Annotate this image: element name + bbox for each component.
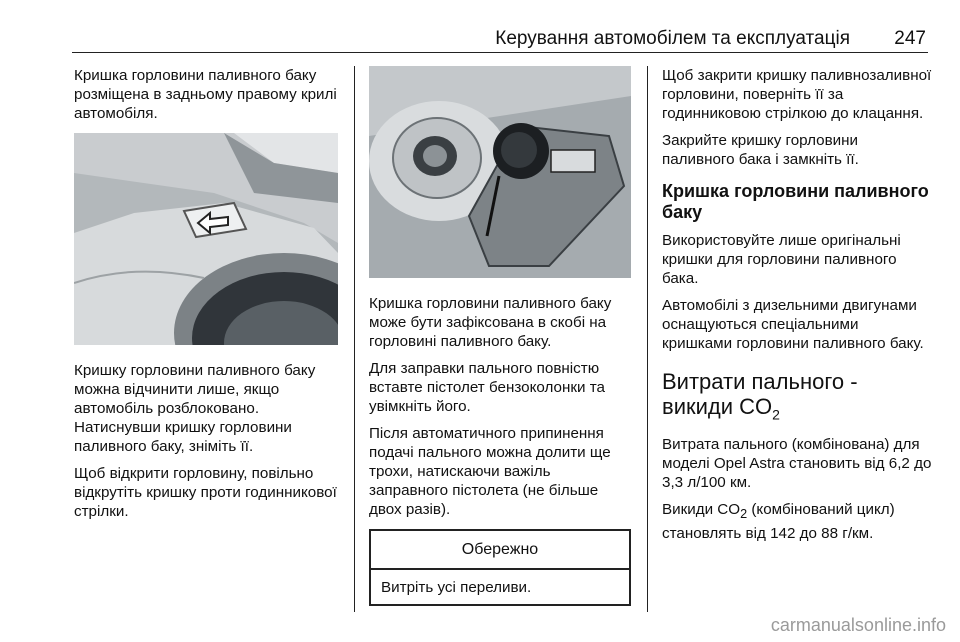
paragraph: Кришка горловини паливного баку розміщена в задньому правому крилі автомобіля. bbox=[74, 67, 337, 122]
column-1 bbox=[74, 66, 342, 529]
fuel-cap-holder-illustration bbox=[369, 66, 631, 278]
paragraph: Використовуйте лише оригінальні кришки для горловини паливного бака. bbox=[662, 232, 901, 287]
paragraph: Щоб закрити кришку паливнозаливної горловини, поверніть її за годинниковою стрілкою до клацання. bbox=[662, 67, 932, 122]
page-number: 247 bbox=[894, 28, 926, 49]
column-divider-1 bbox=[354, 66, 355, 612]
co2-prefix: Викиди CO bbox=[662, 501, 741, 519]
car-fuel-door-illustration bbox=[74, 133, 338, 345]
warning-title: Обережно bbox=[371, 531, 629, 570]
section-title bbox=[662, 369, 932, 427]
co2-rest: (комбінований цикл) становлять від 142 до 88 г/км. bbox=[662, 501, 895, 543]
column-3 bbox=[662, 66, 932, 551]
paragraph: Для заправки пального повністю вставте пістолет бензоколонки та увімкніть його. bbox=[369, 360, 605, 415]
subheading: Кришка горловини паливного баку bbox=[662, 181, 929, 222]
paragraph: Автомобілі з дизельними двигунами оснащуються спеціальними кришками горловини паливного баку. bbox=[662, 297, 924, 352]
page-header bbox=[72, 26, 928, 53]
column-divider-2 bbox=[647, 66, 648, 612]
warning-box bbox=[369, 529, 631, 606]
watermark: carmanualsonline.info bbox=[770, 615, 946, 635]
column-2 bbox=[369, 66, 631, 606]
paragraph: Щоб відкрити горловину, повільно відкрутіть кришку проти годинникової стрілки. bbox=[74, 465, 337, 520]
paragraph: Після автоматичного припинення подачі пального можна долити ще трохи, натискаючи важіль заправного пістолета (не більше двох разів). bbox=[369, 425, 611, 518]
warning-text: Витріть усі переливи. bbox=[381, 579, 532, 596]
section-title-subscript: 2 bbox=[772, 406, 780, 423]
paragraph: Закрийте кришку горловини паливного бака і замкніть її. bbox=[662, 132, 859, 168]
paragraph-co2 bbox=[662, 500, 932, 543]
section-title-text: Витрати пального - викиди CO bbox=[662, 369, 858, 419]
paragraph: Кришка горловини паливного баку може бути зафіксована в скобі на горловині паливного баку. bbox=[369, 295, 612, 350]
header-title: Керування автомобілем та експлуатація bbox=[495, 28, 850, 49]
co2-subscript: 2 bbox=[740, 507, 748, 522]
paragraph: Витрата пального (комбінована) для моделі Opel Astra становить від 6,2 до 3,3 л/100 км. bbox=[662, 436, 932, 492]
paragraph: Кришку горловини паливного баку можна відчинити лише, якщо автомобіль розблоковано. Натиснувши кришку горловини паливного баку, зніміть її. bbox=[74, 362, 316, 455]
